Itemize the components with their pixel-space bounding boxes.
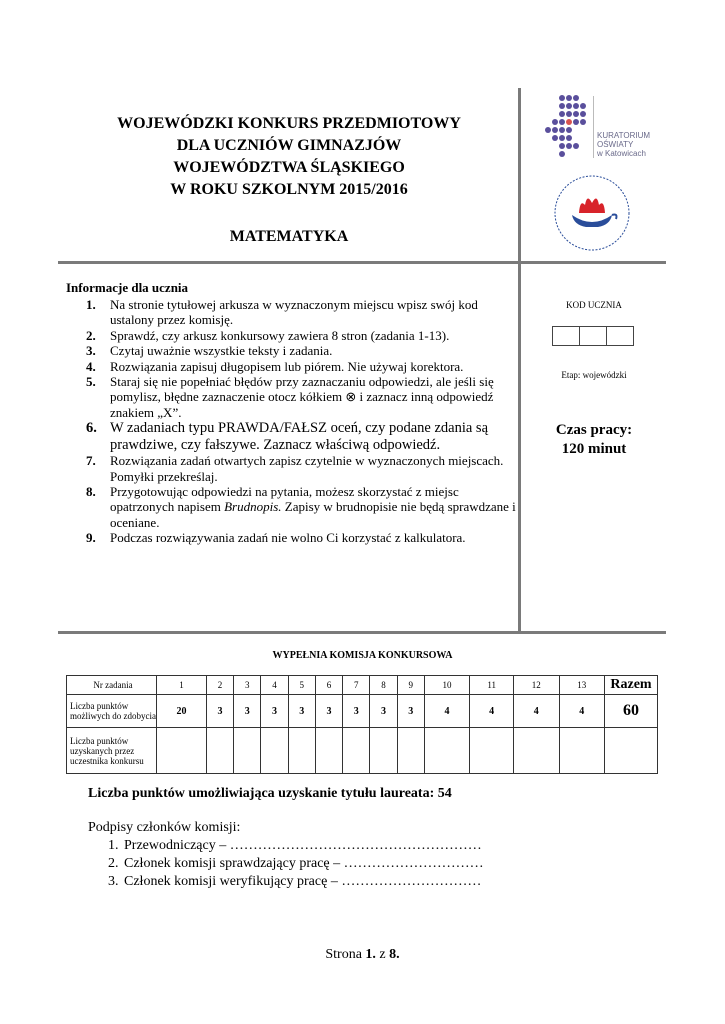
total-header: Razem — [605, 676, 658, 695]
title-line: W ROKU SZKOLNYM 2015/2016 — [170, 181, 408, 198]
task-number: 2 — [206, 676, 233, 695]
instruction-item — [66, 343, 516, 358]
task-number: 4 — [261, 676, 288, 695]
table-row — [67, 695, 658, 728]
task-number: 7 — [343, 676, 370, 695]
logo-separator — [593, 96, 594, 158]
kuratorium-dots-icon — [538, 93, 598, 163]
signature-text: Członek komisji weryfikujący pracę – ………………………… — [124, 874, 482, 889]
title-line: DLA UCZNIÓW GIMNAZJÓW — [176, 137, 402, 154]
title-line: WOJEWÓDZTWA ŚLĄSKIEGO — [173, 159, 405, 176]
item-number: 1. — [86, 297, 96, 312]
task-number: 6 — [315, 676, 342, 695]
max-points-cell: 3 — [261, 695, 288, 728]
score-table — [66, 675, 658, 774]
item-text-italic: Brudnopis. — [224, 499, 282, 515]
earned-points-cell[interactable] — [514, 728, 559, 774]
earned-points-cell[interactable] — [343, 728, 370, 774]
table-row — [67, 676, 658, 695]
instruction-item — [66, 453, 516, 484]
code-box[interactable] — [552, 326, 580, 346]
title-line: WOJEWÓDZKI KONKURS PRZEDMIOTOWY — [117, 115, 461, 132]
rodn-wom-logo — [552, 173, 632, 258]
item-text: W zadaniach typu PRAWDA/FAŁSZ oceń, czy podane zdania są prawdziwe, czy fałszywe. Zaznacz właściwą odpowiedź. — [110, 420, 489, 453]
kuratorium-line: KURATORIUM — [597, 131, 651, 140]
code-box[interactable] — [606, 326, 634, 346]
signature-number: 1. — [108, 838, 119, 853]
item-text: Zapisy w brudnopisie nie będą sprawdzane i oceniane. — [110, 499, 516, 530]
row-label: Liczba punktów uzyskanych przez uczestnika konkursu — [67, 728, 157, 774]
task-number: 1 — [157, 676, 207, 695]
task-number: 5 — [288, 676, 315, 695]
item-text: Staraj się nie popełniać błędów przy zaznaczaniu odpowiedzi, ale jeśli się pomylisz, błędne zaznaczenie otocz kółkiem ⊗ i zaznacz inną odpowiedź znakiem „X”. — [110, 374, 494, 420]
earned-points-cell[interactable] — [288, 728, 315, 774]
max-points-cell: 3 — [206, 695, 233, 728]
max-points-cell: 4 — [470, 695, 514, 728]
max-points-cell: 3 — [288, 695, 315, 728]
kuratorium-line: OŚWIATY — [597, 140, 634, 149]
max-points-cell: 4 — [559, 695, 605, 728]
item-text: Rozwiązania zapisuj długopisem lub piórem. Nie używaj korektora. — [110, 358, 464, 374]
info-heading: Informacje dla ucznia — [66, 280, 189, 295]
student-code-label: KOD UCZNIA — [566, 300, 622, 310]
page-current: 1. — [365, 947, 376, 962]
task-number: 3 — [234, 676, 261, 695]
instruction-item — [66, 328, 516, 343]
committee-heading: WYPEŁNIA KOMISJA KONKURSOWA — [272, 650, 453, 661]
item-number: 7. — [86, 453, 96, 469]
earned-points-cell[interactable] — [559, 728, 605, 774]
instruction-item — [66, 420, 516, 453]
signature-line — [88, 873, 484, 891]
task-number: 9 — [397, 676, 424, 695]
earned-points-cell[interactable] — [157, 728, 207, 774]
earned-points-cell[interactable] — [424, 728, 469, 774]
signature-text: Członek komisji sprawdzający pracę – ………………………… — [124, 856, 484, 871]
subject-title: MATEMATYKA — [229, 228, 349, 245]
earned-points-cell[interactable] — [261, 728, 288, 774]
task-number: 12 — [514, 676, 559, 695]
kuratorium-line: w Katowicach — [597, 149, 646, 158]
row-label: Liczba punktów możliwych do zdobycia — [67, 695, 157, 728]
task-number: 8 — [370, 676, 397, 695]
info-divider — [58, 631, 666, 634]
item-text: Sprawdź, czy arkusz konkursowy zawiera 8 stron (zadania 1-13). — [110, 327, 450, 343]
row-label: Nr zadania — [67, 676, 157, 695]
task-number: 10 — [424, 676, 469, 695]
item-number: 6. — [86, 420, 97, 437]
kuratorium-text — [597, 131, 650, 158]
signature-number: 2. — [108, 856, 119, 871]
page-of: z — [375, 947, 390, 962]
header-divider — [58, 261, 666, 264]
item-text: Rozwiązania zadań otwartych zapisz czytelnie w wyznaczonych miejscach. Pomyłki przekreślaj. — [110, 453, 504, 484]
instruction-item — [66, 359, 516, 374]
kuratorium-logo — [538, 93, 598, 168]
code-box[interactable] — [579, 326, 607, 346]
signatures-heading: Podpisy członków komisji: — [88, 820, 241, 835]
item-number: 4. — [86, 358, 96, 374]
signatures-list — [88, 837, 484, 891]
max-points-cell: 4 — [514, 695, 559, 728]
max-points-cell: 3 — [315, 695, 342, 728]
item-number: 2. — [86, 327, 96, 343]
earned-points-cell[interactable] — [470, 728, 514, 774]
max-points-cell: 20 — [157, 695, 207, 728]
item-number: 9. — [86, 530, 96, 546]
signature-line — [88, 837, 484, 855]
item-text: Na stronie tytułowej arkusza w wyznaczonym miejscu wpisz swój kod ustalony przez komisję. — [110, 297, 478, 328]
item-number: 5. — [86, 374, 96, 390]
instruction-item — [66, 297, 516, 328]
instruction-item — [66, 374, 516, 420]
item-number: 3. — [86, 343, 96, 359]
item-text: Przygotowując odpowiedzi na pytania, możesz skorzystać z miejsc opatrzonych napisem — [110, 484, 459, 515]
lamp-emblem-icon — [552, 173, 632, 253]
earned-points-cell[interactable] — [234, 728, 261, 774]
item-number: 8. — [86, 484, 96, 500]
max-points-cell: 3 — [370, 695, 397, 728]
item-text: Podczas rozwiązywania zadań nie wolno Ci korzystać z kalkulatora. — [110, 530, 466, 546]
earned-points-cell[interactable] — [315, 728, 342, 774]
max-points-cell: 4 — [424, 695, 469, 728]
earned-points-cell[interactable] — [206, 728, 233, 774]
earned-points-cell[interactable] — [370, 728, 397, 774]
max-points-cell: 3 — [343, 695, 370, 728]
instruction-item — [66, 530, 516, 545]
task-number: 13 — [559, 676, 605, 695]
stage-label: Etap: wojewódzki — [561, 370, 627, 380]
signature-text: Przewodniczący – ……………………………………………… — [124, 838, 482, 853]
table-row — [67, 728, 658, 774]
task-number: 11 — [470, 676, 514, 695]
time-value: 120 minut — [561, 441, 627, 457]
page-prefix: Strona — [325, 947, 366, 962]
earned-total-cell[interactable] — [605, 728, 658, 774]
item-text: Czytaj uważnie wszystkie teksty i zadania. — [110, 343, 333, 359]
max-total-cell: 60 — [605, 695, 658, 728]
laureate-threshold: Liczba punktów umożliwiająca uzyskanie tytułu laureata: 54 — [88, 786, 452, 801]
max-points-cell: 3 — [397, 695, 424, 728]
instruction-item — [66, 484, 516, 530]
time-label: Czas pracy: — [555, 422, 633, 438]
page-total: 8. — [389, 947, 400, 962]
vertical-divider — [518, 88, 521, 633]
signature-number: 3. — [108, 874, 119, 889]
signatures-section — [88, 819, 484, 891]
earned-points-cell[interactable] — [397, 728, 424, 774]
page-number — [0, 947, 725, 963]
signature-line — [88, 855, 484, 873]
student-code-field[interactable] — [553, 326, 634, 346]
instructions-list — [66, 297, 516, 546]
max-points-cell: 3 — [234, 695, 261, 728]
